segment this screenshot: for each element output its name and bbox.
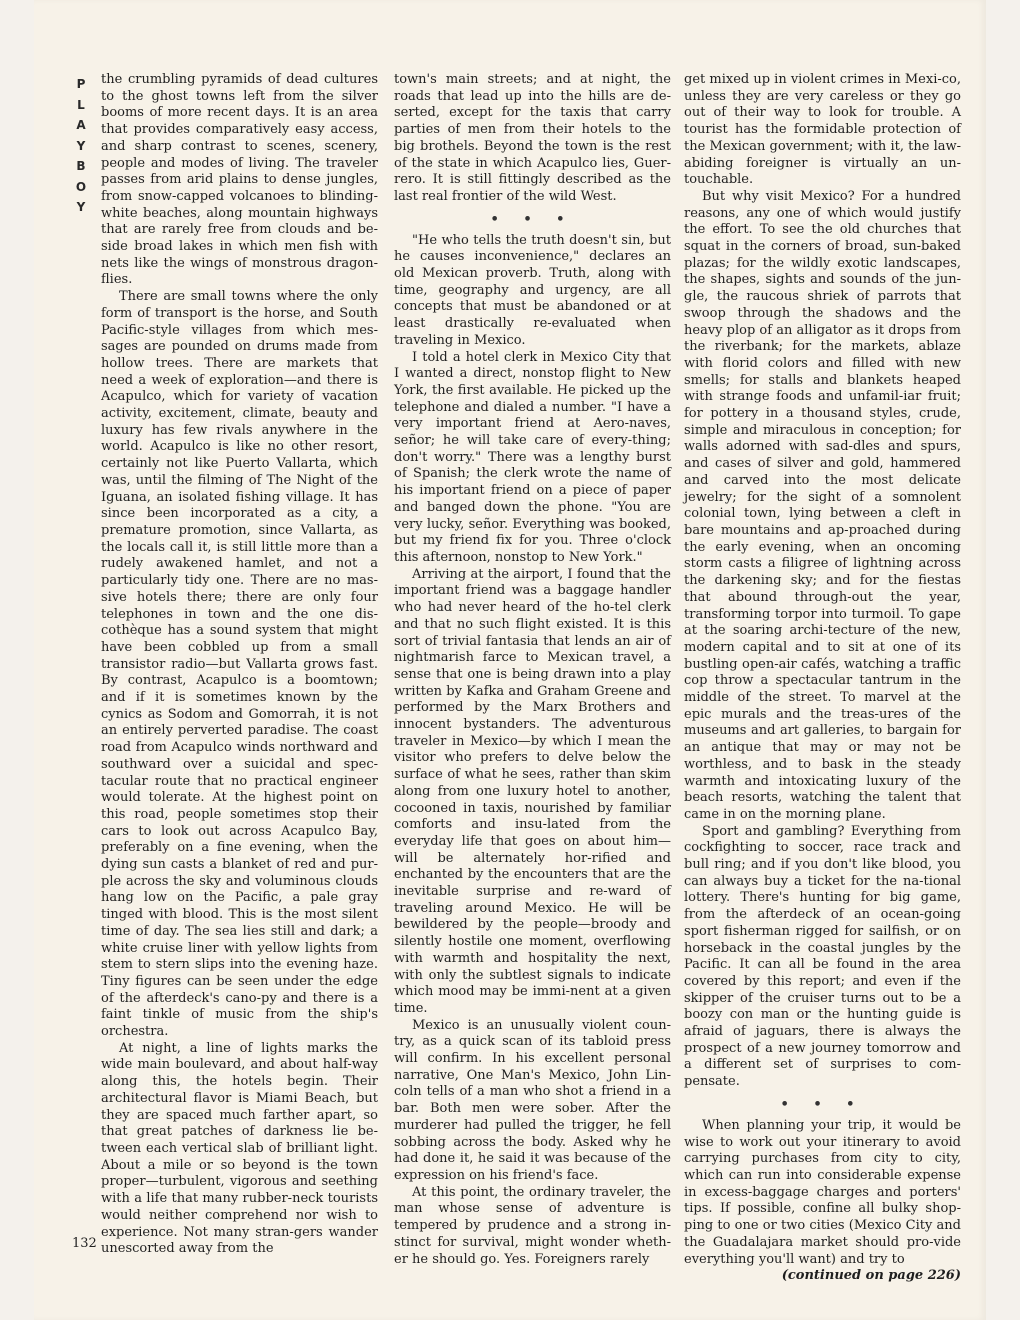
paragraph: There are small towns where the only form of transport is the horse, and South Pacific-style villages from which mes-sages are pounded on drums made from hollow trees. There are markets that need a week of exploration—and there is Acapulco, which for variety of vacation activity, excitement, climate, beauty and luxury has few rivals anywhere in the world. Acapulco is like no other resort, certainly not like Puerto Vallarta, which was, until the filming of The Night of the Iguana, an isolated fishing village. It has since been incorporated as a city, a premature promotion, since Vallarta, as the locals call it, is still little more than a rudely awakened hamlet, and not a particularly tidy one. There are no mas-sive hotels there; there are only four telephones in town and the one dis-cothèque has a sound system that might have been cobbled up from a small transistor radio—but Vallarta grows fast. By contrast, Acapulco is a boomtown; and if it is sometimes known by the cynics as Sodom and Gomorrah, it is not an entirely perverted paradise. The coast road from Acapulco winds northward and southward over a suicidal and spec-tacular route that no practical engineer would tolerate. At the highest point on this road, people sometimes stop their cars to look out across Acapulco Bay, preferably on a fine evening, when the dying sun casts a blanket of red and pur-ple across the sky and voluminous clouds hang low on the Pacific, a pale gray tinged with blood. This is the most silent time of day. The sea lies still and dark; a white cruise liner with yellow lights from stem to stern slips into the evening haze. Tiny figures can be seen under the edge of the afterdeck's cano-py and there is a faint tinkle of music from the ship's orchestra. [101, 289, 378, 1040]
paragraph: get mixed up in violent crimes in Mexi-co, unless they are very careless or they go out of their way to look for trouble. A tourist has the formidable protection of the Mexican government; with it, the law-abiding foreigner is virtually an un-touchable. [684, 72, 961, 188]
masthead-letter: B [76, 159, 86, 173]
text-column-2 [394, 72, 671, 1268]
paragraph: Sport and gambling? Everything from cockfighting to soccer, race track and bull ring; and if you don't like blood, you can always buy a ticket for the na-tional lottery. There's hunting for big game, from the afterdeck of an ocean-going sport fisherman rigged for sailfish, or on horseback in the coastal jungles by the Pacific. It can all be found in the area covered by this report; and even if the skipper of the cruiser turns out to be a boozy con man or the hunting guide is afraid of jaguars, there is always the prospect of a new journey tomorrow and a different set of surprises to com-pensate. [684, 823, 961, 1090]
section-separator: • • • [490, 211, 575, 227]
masthead-letter: P [76, 77, 86, 91]
paragraph: town's main streets; and at night, the roads that lead up into the hills are de-serted, except for the taxis that carry parties of men from their hotels to the big brothels. Beyond the town is the rest of the state in which Acapulco lies, Guer-rero. It is still fittingly described as the last real frontier of the wild West. [394, 72, 671, 204]
paragraph: At night, a line of lights marks the wide main boulevard, and about half-way along this, the hotels begin. Their architectural flavor is Miami Beach, but they are spaced much farther apart, so that great patches of darkness lie be-tween each vertical slab of brilliant light. About a mile or so beyond is the town proper—turbulent, vigorous and seething with a life that many rubber-neck tourists would neither comprehend nor wish to experience. Not many stran-gers wander unescorted away from the [101, 1040, 378, 1257]
text-column-1 [101, 72, 378, 1258]
paragraph: Arriving at the airport, I found that the important friend was a baggage handler who had never heard of the ho-tel clerk and that no such flight existed. It is this sort of trivial fantasia that lends an air of nightmarish farce to Mexican travel, a sense that one is being drawn into a play written by Kafka and Graham Greene and performed by the Marx Brothers and innocent bystanders. The adventurous traveler in Mexico—by which I mean the visitor who prefers to delve below the surface of what he sees, rather than skim along from one luxury hotel to another, cocooned in taxis, nourished by familiar comforts and insu-lated from the everyday life that goes on about him—will be alternately hor-rified and enchanted by the encounters that are the inevitable surprise and re-ward of traveling around Mexico. He will be bewildered by the people—broody and silently hostile one moment, overflowing with warmth and hospitality the next, with only the subtlest signals to indicate which mood may be immi-nent at a given time. [394, 566, 671, 1016]
playboy-masthead [74, 74, 88, 218]
text-column-3 [684, 72, 961, 1285]
masthead-letter: L [77, 97, 85, 112]
masthead-letter: O [75, 179, 87, 194]
paragraph: I told a hotel clerk in Mexico City that I wanted a direct, nonstop flight to New York, the first available. He picked up the telephone and dialed a number. "I have a very important friend at Aero-naves, señor; he will take care of every-thing; don't worry." There was a lengthy burst of Spanish; the clerk wrote the name of his important friend on a piece of paper and banged down the phone. "You are very lucky, señor. Everything was booked, but my friend fix for you. Three o'clock this afternoon, nonstop to New York." [394, 349, 671, 565]
paragraph: When planning your trip, it would be wise to work out your itinerary to avoid carrying purchases from city to city, which can run into considerable expense in excess-baggage charges and porters' tips. If possible, confine all bulky shop-ping to one or two cities (Mexico City and the Guadalajara market should pro-vide everything you'll want) and try to [684, 1117, 961, 1267]
paragraph: At this point, the ordinary traveler, the man whose sense of adventure is tempered by prudence and a strong in-stinct for survival, might wonder wheth-er he should go. Yes. Foreigners rarely [394, 1184, 671, 1267]
paragraph: the crumbling pyramids of dead cultures to the ghost towns left from the silver booms of more recent days. It is an area that provides comparatively easy access, and sharp contrast to scenes, scenery, people and modes of living. The traveler passes from arid plains to dense jungles, from snow-capped volcanoes to blinding-white beaches, along mountain highways that are rarely free from clouds and be-side broad lakes in which men fish with nets like the wings of monstrous dragon-flies. [101, 72, 378, 288]
masthead-letter: Y [76, 200, 86, 214]
masthead-letter: Y [76, 138, 86, 153]
paragraph: But why visit Mexico? For a hundred reasons, any one of which would justify the effort. To see the old churches that squat in the corners of broad, sun-baked plazas; for the wildly exotic landscapes, the shapes, sights and sounds of the jun-gle, the raucous shriek of parrots that swoop through the shadows and the heavy plop of an alligator as it drops from the riverbank; for the markets, ablaze with florid colors and filled with new smells; for stalls and blankets heaped with strange foods and unfamil-iar fruit; for pottery in a thousand styles, crude, simple and miraculous in conception; for walls adorned with sad-dles and spurs, and cases of silver and gold, hammered and carved into the most delicate jewelry; for the sight of a somnolent colonial town, lying between a cleft in bare mountains and ap-proached during the early evening, when an oncoming storm casts a filigree of lightning across the darkening sky; and for the fiestas that abound through-out the year, transforming torpor into turmoil. To gape at the soaring archi-tecture of the new, modern capital and to sit at one of its bustling open-air cafés, watching a traffic cop throw a spectacular tantrum in the middle of the street. To marvel at the epic murals and the treas-ures of the museums and art galleries, to bargain for an antique that may or may not be worthless, and to bask in the steady warmth and intoxicating luxury of the beach resorts, watching the talent that came in on the morning plane. [684, 188, 961, 822]
paragraph: "He who tells the truth doesn't sin, but he causes inconvenience," declares an old Mexican proverb. Truth, along with time, geography and urgency, are all concepts that must be abandoned or at least drastically re-evaluated when traveling in Mexico. [394, 232, 671, 348]
paragraph: Mexico is an unusually violent coun-try, as a quick scan of its tabloid press will confirm. In his excellent personal narrative, One Man's Mexico, John Lin-coln tells of a man who shot a friend in a bar. Both men were sober. After the murderer had pulled the trigger, he fell sobbing across the body. Asked why he had done it, he said it was because of the expression on his friend's face. [394, 1017, 671, 1183]
section-separator: • • • [780, 1096, 865, 1112]
magazine-page [34, 0, 986, 1320]
masthead-letter: A [76, 118, 86, 132]
continued-note: (continued on page 226) [781, 1268, 961, 1284]
page-number: 132 [72, 1236, 97, 1251]
